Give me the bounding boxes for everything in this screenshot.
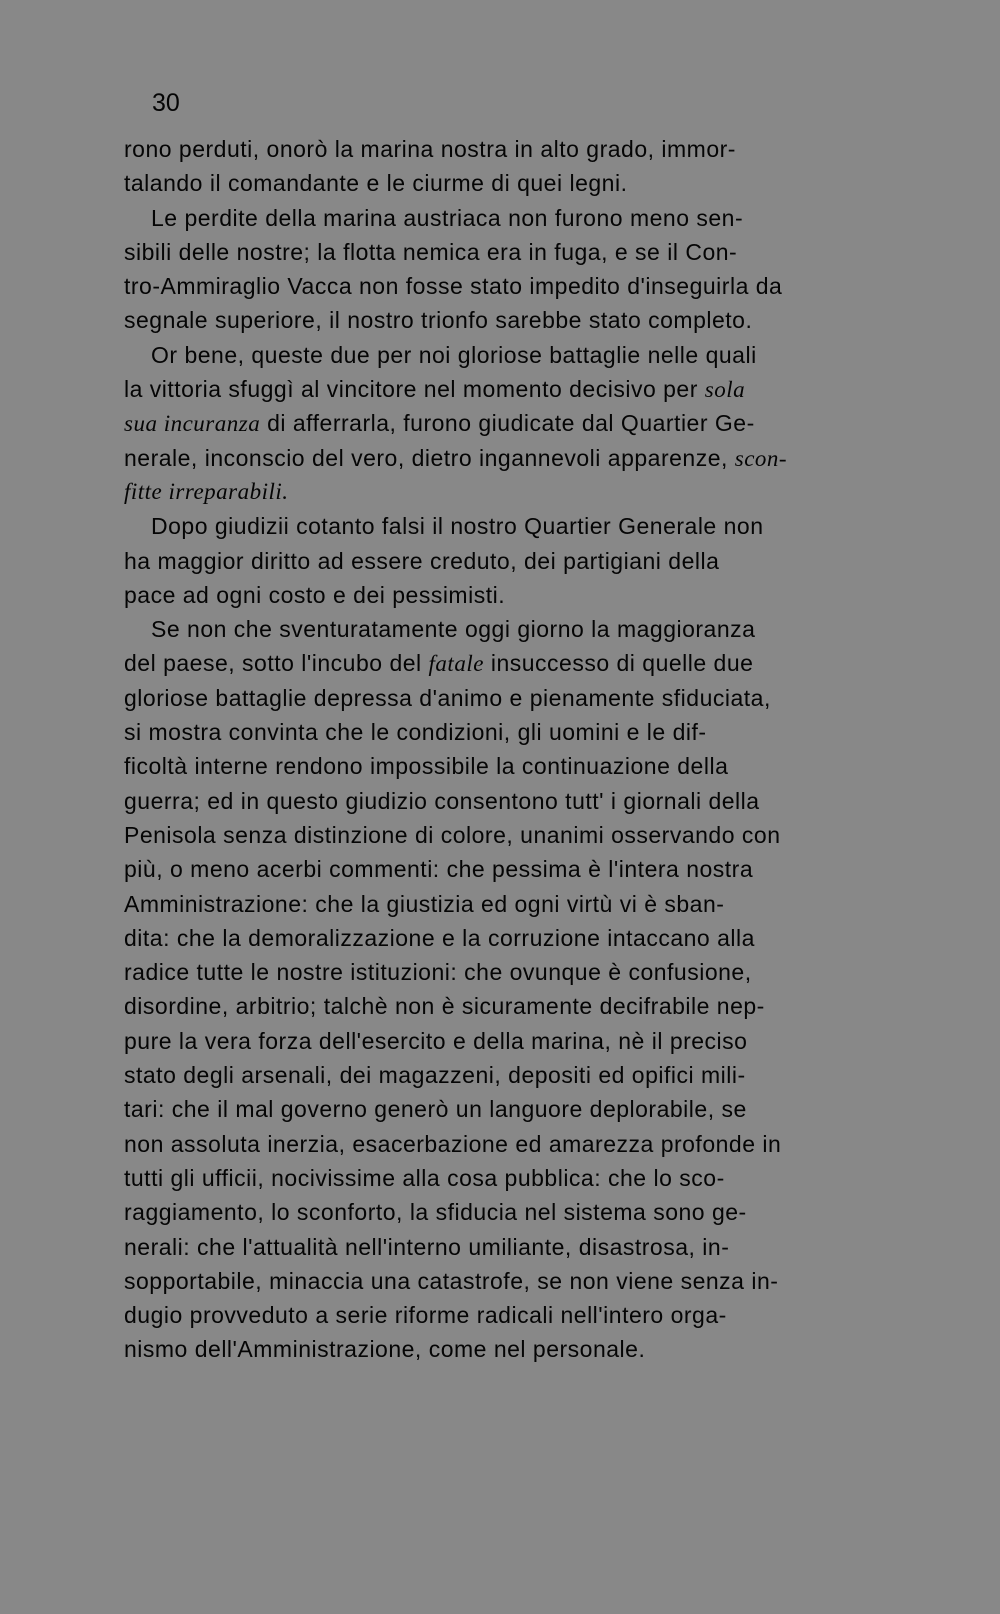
text-line — [124, 441, 888, 475]
text-line: Dopo giudizii cotanto falsi il nostro Quartier Generale non — [151, 513, 764, 540]
text-line: rono perduti, onorò la marina nostra in alto grado, immor- — [124, 136, 736, 162]
body-text — [124, 132, 888, 1367]
text-line: ficoltà interne rendono impossibile la continuazione della — [124, 753, 729, 780]
text-line: dita: che la demoralizzazione e la corruzione intaccano alla — [124, 924, 755, 951]
text-line: più, o meno acerbi commenti: che pessima è l'intera nostra — [124, 856, 754, 883]
text-line: nismo dell'Amministrazione, come nel personale. — [124, 1336, 646, 1363]
text-line: stato degli arsenali, dei magazzeni, depositi ed opifici mili- — [124, 1062, 746, 1089]
text-line: non assoluta inerzia, esacerbazione ed amarezza profonde in — [124, 1130, 782, 1157]
text-line: tutti gli ufficii, nocivissime alla cosa pubblica: che lo sco- — [124, 1164, 725, 1191]
text-line: Se non che sventuratamente oggi giorno la maggioranza — [151, 616, 756, 643]
text-line: dugio provveduto a serie riforme radicali nell'intero orga- — [124, 1302, 727, 1329]
text-line: segnale superiore, il nostro trionfo sarebbe stato completo. — [124, 307, 753, 334]
italic-text: sola — [704, 377, 746, 403]
text-line: pace ad ogni costo e dei pessimisti. — [124, 581, 506, 608]
text-line: tro-Ammiraglio Vacca non fosse stato impedito d'inseguirla da — [124, 273, 783, 300]
text-segment: la vittoria sfuggì al vincitore nel momento decisivo per — [124, 376, 698, 403]
text-line — [124, 406, 888, 440]
text-line: Or bene, queste due per noi gloriose battaglie nelle quali — [151, 341, 757, 368]
text-line — [124, 646, 888, 680]
text-line: radice tutte le nostre istituzioni: che ovunque è confusione, — [124, 959, 752, 986]
text-line: pure la vera forza dell'esercito e della marina, nè il preciso — [124, 1027, 748, 1054]
text-line: Le perdite della marina austriaca non furono meno sen- — [151, 204, 744, 231]
text-line: raggiamento, lo sconforto, la sfiducia nel sistema sono ge- — [124, 1199, 747, 1226]
text-line: guerra; ed in questo giudizio consentono tutt' i giornali della — [124, 787, 760, 814]
text-line: gloriose battaglie depressa d'animo e pienamente sfiduciata, — [124, 684, 771, 711]
text-segment: di afferrarla, furono giudicate dal Quartier Ge- — [267, 410, 755, 437]
text-line: sibili delle nostre; la flotta nemica era in fuga, e se il Con- — [124, 238, 738, 265]
text-line: Amministrazione: che la giustizia ed ogni virtù vi è sban- — [124, 890, 725, 917]
text-segment: del paese, sotto l'incubo del — [124, 650, 422, 677]
text-line: si mostra convinta che le condizioni, gli uomini e le dif- — [124, 719, 707, 746]
text-line — [124, 372, 888, 406]
text-line: tari: che il mal governo generò un languore deplorabile, se — [124, 1096, 747, 1123]
text-line: talando il comandante e le ciurme di quei legni. — [124, 170, 628, 197]
italic-text: scon- — [734, 445, 788, 471]
italic-text: fatale — [428, 651, 484, 677]
text-segment: insuccesso di quelle due — [490, 650, 754, 677]
text-line: nerali: che l'attualità nell'interno umiliante, disastrosa, in- — [124, 1233, 730, 1260]
text-line: sopportabile, minaccia una catastrofe, se non viene senza in- — [124, 1267, 779, 1294]
italic-text: sua incuranza — [124, 411, 261, 437]
text-line: fitte irreparabili. — [124, 478, 289, 504]
text-line: disordine, arbitrio; talchè non è sicuramente decifrabile nep- — [124, 993, 765, 1020]
page-number: 30 — [152, 89, 180, 117]
text-line: ha maggior diritto ad essere creduto, dei partigiani della — [124, 547, 720, 574]
text-segment: nerale, inconscio del vero, dietro ingannevoli apparenze, — [124, 444, 728, 471]
text-line: Penisola senza distinzione di colore, unanimi osservando con — [124, 821, 781, 848]
